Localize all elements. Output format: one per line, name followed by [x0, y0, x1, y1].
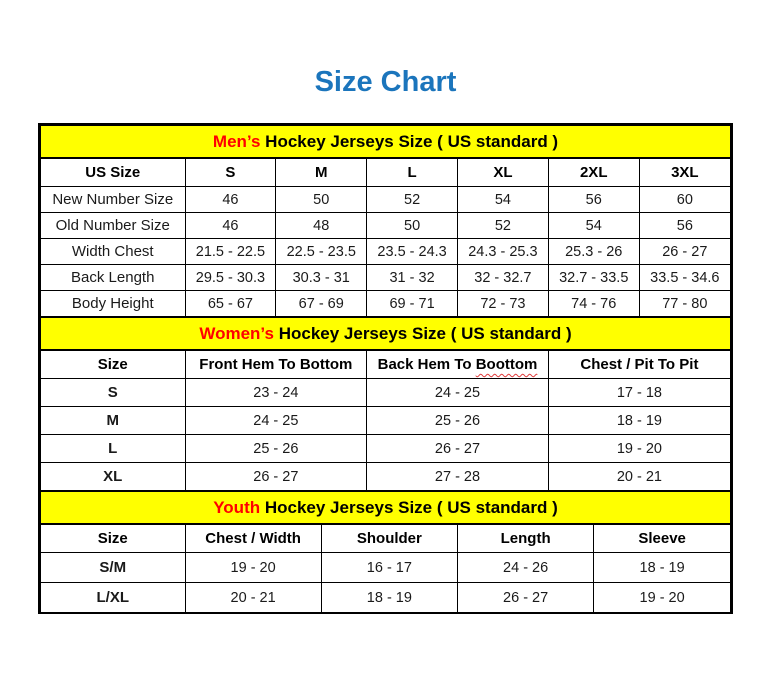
section-band-row [41, 126, 730, 158]
column-header-row [41, 524, 730, 553]
column-header: Size [41, 524, 185, 553]
table-cell: 72 - 73 [457, 291, 548, 317]
table-cell: 23.5 - 24.3 [367, 239, 458, 265]
table-row [41, 463, 730, 491]
size-chart-table-group [38, 123, 733, 614]
column-header: XL [457, 158, 548, 187]
row-label: M [41, 407, 185, 435]
table-cell: 26 - 27 [458, 583, 594, 613]
section-title-accent: Men’s [212, 131, 261, 151]
table-cell: 56 [639, 213, 730, 239]
column-header: S [185, 158, 276, 187]
column-header: M [276, 158, 367, 187]
column-header: Sleeve [594, 524, 730, 553]
column-header: 2XL [548, 158, 639, 187]
table-cell: 67 - 69 [276, 291, 367, 317]
column-header: Chest / Pit To Pit [548, 350, 730, 379]
row-label: XL [41, 463, 185, 491]
section-title-accent: Youth [213, 497, 261, 517]
table-cell: 69 - 71 [367, 291, 458, 317]
table-cell: 16 - 17 [321, 553, 457, 583]
misspelled-word: Boottom [475, 356, 538, 373]
column-header: Shoulder [321, 524, 457, 553]
table-cell: 48 [276, 213, 367, 239]
row-label: Old Number Size [41, 213, 185, 239]
table-youth-sizes [41, 490, 730, 612]
section-title: Men’s Hockey Jerseys Size ( US standard ) [41, 126, 730, 158]
table-row [41, 265, 730, 291]
row-label: L [41, 435, 185, 463]
table-cell: 52 [367, 187, 458, 213]
row-label: New Number Size [41, 187, 185, 213]
section-title-accent: Women’s [199, 323, 274, 343]
table-cell: 18 - 19 [548, 407, 730, 435]
table-cell: 32 - 32.7 [457, 265, 548, 291]
table-cell: 20 - 21 [548, 463, 730, 491]
table-cell: 18 - 19 [594, 553, 730, 583]
table-row [41, 291, 730, 317]
table-row [41, 407, 730, 435]
table-cell: 60 [639, 187, 730, 213]
table-cell: 24.3 - 25.3 [457, 239, 548, 265]
table-row [41, 239, 730, 265]
table-row [41, 435, 730, 463]
table-cell: 65 - 67 [185, 291, 276, 317]
table-cell: 32.7 - 33.5 [548, 265, 639, 291]
table-cell: 29.5 - 30.3 [185, 265, 276, 291]
row-label: L/XL [41, 583, 185, 613]
table-cell: 19 - 20 [185, 553, 321, 583]
row-label: Width Chest [41, 239, 185, 265]
table-cell: 25 - 26 [367, 407, 549, 435]
table-row [41, 379, 730, 407]
table-cell: 26 - 27 [639, 239, 730, 265]
table-cell: 19 - 20 [548, 435, 730, 463]
column-header: US Size [41, 158, 185, 187]
row-label: S [41, 379, 185, 407]
table-cell: 50 [367, 213, 458, 239]
column-header: Back Hem To Boottom [367, 350, 549, 379]
column-header: Chest / Width [185, 524, 321, 553]
row-label: Body Height [41, 291, 185, 317]
table-cell: 24 - 26 [458, 553, 594, 583]
table-cell: 22.5 - 23.5 [276, 239, 367, 265]
column-header: L [367, 158, 458, 187]
section-title: Women’s Hockey Jerseys Size ( US standard ) [41, 317, 730, 350]
row-label: S/M [41, 553, 185, 583]
table-cell: 20 - 21 [185, 583, 321, 613]
table-mens-sizes [41, 126, 730, 316]
table-cell: 23 - 24 [185, 379, 367, 407]
table-cell: 54 [457, 187, 548, 213]
table-cell: 26 - 27 [367, 435, 549, 463]
table-cell: 19 - 20 [594, 583, 730, 613]
table-cell: 31 - 32 [367, 265, 458, 291]
table-cell: 18 - 19 [321, 583, 457, 613]
column-header-row [41, 350, 730, 379]
column-header: Size [41, 350, 185, 379]
table-cell: 46 [185, 213, 276, 239]
table-row [41, 187, 730, 213]
table-cell: 24 - 25 [367, 379, 549, 407]
table-cell: 26 - 27 [185, 463, 367, 491]
table-cell: 74 - 76 [548, 291, 639, 317]
table-cell: 24 - 25 [185, 407, 367, 435]
table-cell: 30.3 - 31 [276, 265, 367, 291]
table-row [41, 553, 730, 583]
column-header: Length [458, 524, 594, 553]
table-cell: 33.5 - 34.6 [639, 265, 730, 291]
table-row [41, 213, 730, 239]
table-row [41, 583, 730, 613]
table-womens-sizes [41, 316, 730, 490]
table-cell: 25 - 26 [185, 435, 367, 463]
section-band-row [41, 491, 730, 524]
table-cell: 56 [548, 187, 639, 213]
table-cell: 17 - 18 [548, 379, 730, 407]
page-title: Size Chart [314, 66, 457, 98]
section-title: Youth Hockey Jerseys Size ( US standard ) [41, 491, 730, 524]
section-band-row [41, 317, 730, 350]
table-cell: 54 [548, 213, 639, 239]
table-cell: 21.5 - 22.5 [185, 239, 276, 265]
column-header-row [41, 158, 730, 187]
table-cell: 46 [185, 187, 276, 213]
table-cell: 52 [457, 213, 548, 239]
table-cell: 50 [276, 187, 367, 213]
column-header: Front Hem To Bottom [185, 350, 367, 379]
table-cell: 77 - 80 [639, 291, 730, 317]
column-header: 3XL [639, 158, 730, 187]
table-cell: 27 - 28 [367, 463, 549, 491]
row-label: Back Length [41, 265, 185, 291]
table-cell: 25.3 - 26 [548, 239, 639, 265]
